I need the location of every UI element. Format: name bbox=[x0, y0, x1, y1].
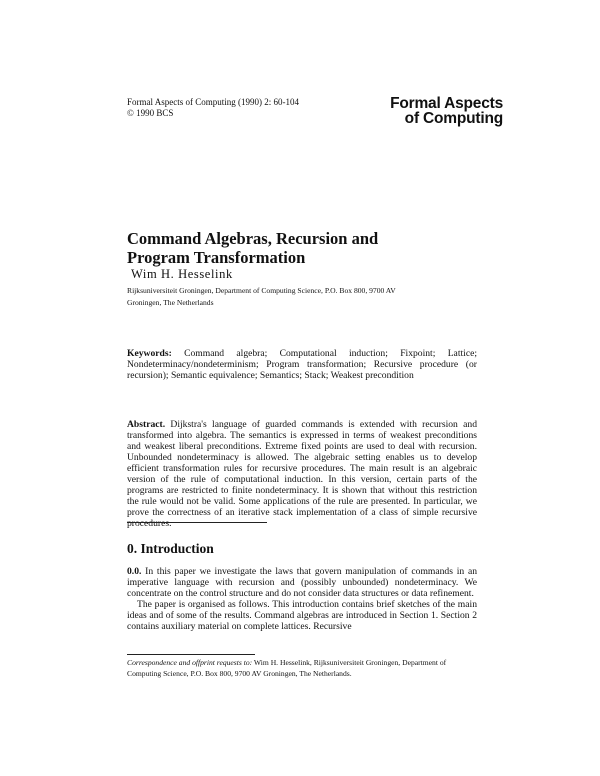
paragraph-0-0 bbox=[127, 566, 477, 599]
footnote-label: Correspondence and offprint requests to: bbox=[127, 658, 253, 667]
paragraph-number: 0.0. bbox=[127, 566, 142, 577]
title-line1: Command Algebras, Recursion and bbox=[127, 229, 379, 248]
paragraph-organisation: The paper is organised as follows. This introduction contains brief sketches of the main ideas and of some of the results. Command algebras are introduced in Section 1. Section 2 contains auxiliary material on complete lattices. Recursive bbox=[127, 599, 477, 632]
footnote-text: Wim H. Hesselink, Rijksuniversiteit Groningen, Department of Computing Science, P.O. Box 800, 9700 AV Groningen, The Netherlands. bbox=[127, 658, 447, 678]
affiliation-line2: Groningen, The Netherlands bbox=[127, 298, 214, 307]
author-affiliation bbox=[127, 285, 472, 309]
abstract-divider bbox=[127, 522, 267, 523]
journal-citation bbox=[127, 97, 299, 119]
abstract-block bbox=[127, 419, 477, 529]
journal-logo-line1: Formal Aspects bbox=[390, 95, 503, 112]
paragraph-text: In this paper we investigate the laws that govern manipulation of commands in an imperative language with recursion and (possibly unbounded) nondeterminacy. We concentrate on the control structure and do not consider data structures or data refinement. bbox=[127, 566, 477, 599]
keywords-block bbox=[127, 348, 477, 381]
keywords-text: Command algebra; Computational induction; Fixpoint; Lattice; Nondeterminacy/nondeterminism; Program transformation; Recursive procedure (or recursion); Semantic equivalence; Semantics; Stack; Weakest precondition bbox=[127, 348, 477, 381]
journal-logo-line2: of Computing bbox=[404, 110, 503, 127]
copyright-line: © 1990 BCS bbox=[127, 108, 174, 118]
author-name: Wim H. Hesselink bbox=[131, 267, 233, 281]
footnote-divider bbox=[127, 654, 255, 655]
introduction-body bbox=[127, 566, 477, 632]
article-title bbox=[127, 229, 487, 267]
abstract-text: Dijkstra's language of guarded commands is extended with recursion and transformed into algebra. The semantics is expressed in terms of weakest preconditions and weakest liberal preconditions. Extreme fixed points are used to deal with recursion. Unbounded nondeterminacy is allowed. The algebraic setting enables us to develop efficient transformation rules for recursive procedures. The main result is an algebraic version of the rule of computational induction. In this version, certain parts of the programs are restricted to finite nondeterminacy. It is shown that without this restriction the rule would not be valid. Some applications of the rule are presented. In particular, we prove the correctness of an iterative stack implementation of a class of simple recursive procedures. bbox=[127, 419, 477, 529]
footnote bbox=[127, 657, 477, 679]
keywords-label: Keywords: bbox=[127, 348, 172, 359]
section-heading: 0. Introduction bbox=[127, 541, 214, 556]
title-line2: Program Transformation bbox=[127, 248, 306, 267]
citation-line: Formal Aspects of Computing (1990) 2: 60-104 bbox=[127, 97, 299, 107]
journal-logo bbox=[390, 96, 503, 126]
affiliation-line1: Rijksuniversiteit Groningen, Department of Computing Science, P.O. Box 800, 9700 AV bbox=[127, 286, 396, 295]
abstract-label: Abstract. bbox=[127, 419, 166, 430]
